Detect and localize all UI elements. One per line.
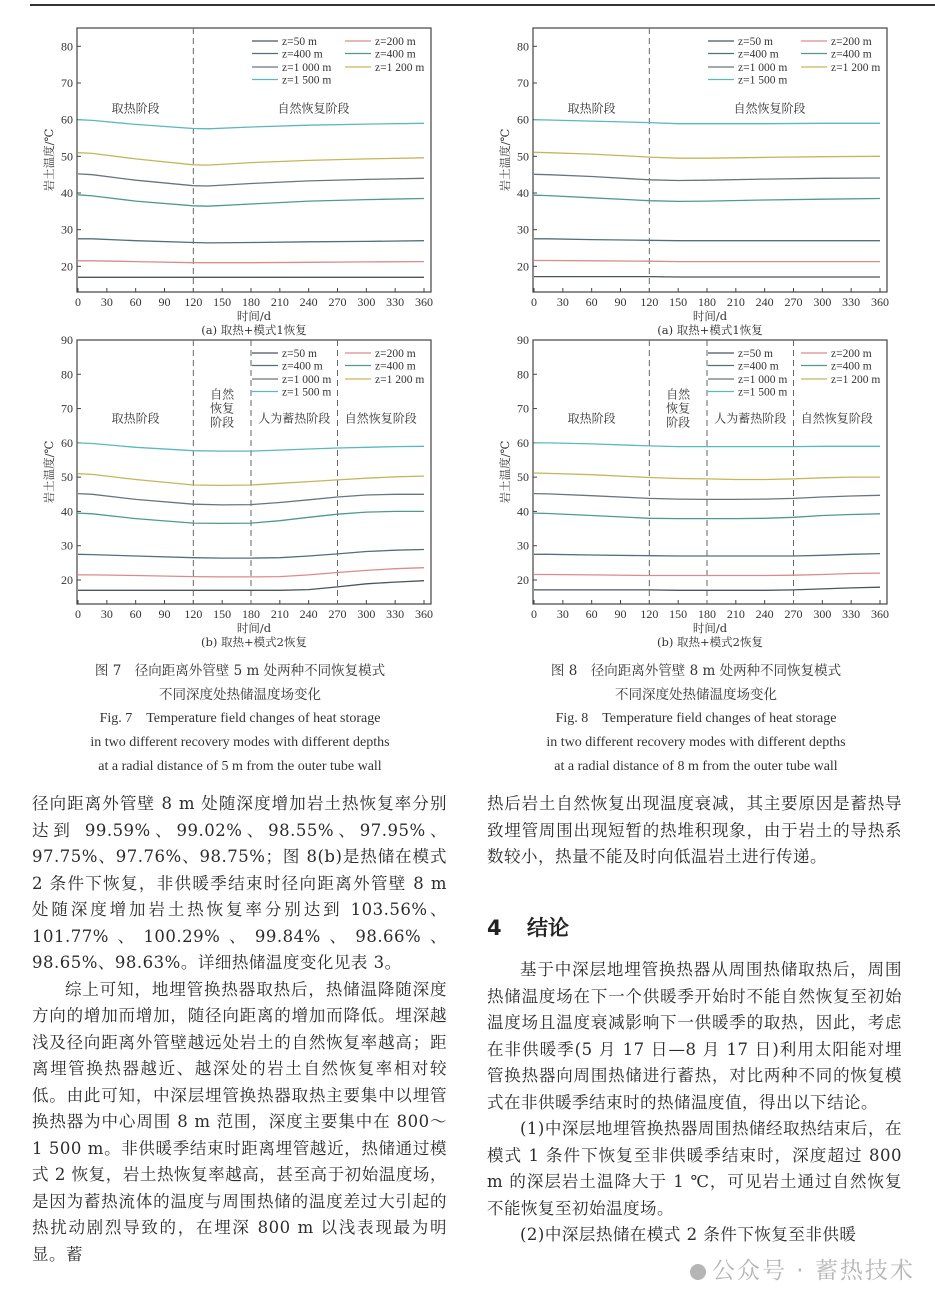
fig8-caption-cn-2: 不同深度处热储温度场变化 (615, 687, 777, 703)
svg-text:z=400 m: z=400 m (738, 48, 779, 61)
svg-text:60: 60 (585, 295, 598, 309)
svg-text:30: 30 (517, 538, 529, 553)
fig8-caption-en-3: at a radial distance of 8 m from the outer tube wall (554, 759, 838, 774)
svg-text:60: 60 (61, 435, 73, 450)
svg-text:120: 120 (184, 295, 203, 309)
svg-text:自然: 自然 (666, 387, 691, 402)
svg-text:210: 210 (270, 607, 289, 621)
svg-text:人为蓄热阶段: 人为蓄热阶段 (258, 411, 331, 426)
svg-text:240: 240 (755, 295, 774, 309)
svg-text:150: 150 (213, 607, 232, 621)
svg-text:40: 40 (61, 186, 73, 200)
svg-text:40: 40 (517, 504, 529, 519)
fig8-caption (476, 659, 916, 779)
svg-text:270: 270 (328, 295, 347, 309)
svg-text:360: 360 (871, 295, 889, 309)
header-rule (30, 4, 935, 6)
svg-text:z=400 m: z=400 m (282, 48, 323, 61)
svg-text:z=1 000 m: z=1 000 m (738, 62, 788, 74)
svg-text:取热阶段: 取热阶段 (111, 101, 160, 116)
svg-text:z=400 m: z=400 m (831, 48, 872, 61)
right-paragraph-1: 热后岩土自然恢复出现温度衰减，其主要原因是蓄热导致埋管周围出现短暂的热堆积现象，由于岩土的导热系数较小，热量不能及时向低温岩土进行传递。 (487, 794, 902, 866)
svg-text:z=1 500 m: z=1 500 m (738, 386, 788, 399)
svg-text:210: 210 (726, 295, 745, 309)
svg-text:0: 0 (75, 295, 81, 309)
svg-text:自然恢复阶段: 自然恢复阶段 (733, 101, 806, 116)
svg-text:自然恢复阶段: 自然恢复阶段 (277, 101, 350, 116)
svg-text:(b) 取热+模式2恢复: (b) 取热+模式2恢复 (657, 635, 763, 649)
svg-text:z=50 m: z=50 m (738, 36, 773, 48)
svg-text:90: 90 (614, 607, 627, 621)
svg-text:(a) 取热+模式1恢复: (a) 取热+模式1恢复 (657, 323, 763, 337)
chart-fig8b (476, 332, 896, 649)
svg-text:80: 80 (517, 39, 529, 54)
fig7-caption-en-2: in two different recovery modes with different depths (90, 735, 390, 750)
svg-text:40: 40 (61, 504, 73, 519)
svg-text:20: 20 (61, 573, 73, 587)
svg-text:210: 210 (270, 295, 289, 309)
svg-text:60: 60 (517, 112, 529, 127)
svg-text:z=50 m: z=50 m (282, 348, 317, 360)
svg-text:(a) 取热+模式1恢复: (a) 取热+模式1恢复 (201, 323, 307, 337)
svg-text:20: 20 (517, 259, 529, 274)
right-column-bottom (487, 957, 902, 1249)
fig8-caption-en-2: in two different recovery modes with different depths (546, 735, 846, 750)
svg-text:z=200 m: z=200 m (831, 36, 872, 48)
svg-text:360: 360 (871, 607, 889, 621)
svg-text:330: 330 (842, 607, 861, 621)
svg-text:z=1 000 m: z=1 000 m (738, 374, 788, 386)
section-title: 结论 (527, 916, 569, 940)
svg-text:时间/d: 时间/d (236, 309, 272, 323)
svg-text:120: 120 (184, 607, 203, 621)
watermark (690, 1252, 915, 1285)
svg-text:240: 240 (755, 607, 774, 621)
svg-text:80: 80 (61, 367, 73, 382)
svg-text:360: 360 (415, 295, 433, 309)
chart-fig8a (476, 20, 896, 337)
svg-text:岩土温度/℃: 岩土温度/℃ (498, 128, 512, 192)
svg-text:z=400 m: z=400 m (282, 360, 323, 373)
fig7-caption-cn-1: 图 7 径向距离外管壁 5 m 处两种不同恢复模式 (94, 663, 386, 679)
svg-text:300: 300 (813, 607, 832, 621)
svg-text:180: 180 (242, 607, 260, 621)
left-paragraph-2: 综上可知，地埋管换热器取热后，热储温降随深度方向的增加而增加，随径向距离的增加而降低。埋深越浅及径向距离外管壁越远处岩土的自然恢复率越高；距离埋管换热器越近、越深处的岩土自然恢复率相对较低。由此可知，中深层埋管换热器取热主要集中以埋管换热器为中心周围 8 m 范围，深度主要集中在 800～1 500 m。非供暖季结束时距离埋管越近，热储通过模式 2 恢复，岩土热恢复率越高，甚至高于初始温度场，是因为蓄热流体的温度与周围热储的温度差过大引起的热扰动剧烈导致的，在埋深 800 m 以浅表现最为明显。蓄 (32, 979, 447, 1264)
svg-text:150: 150 (213, 295, 232, 309)
svg-text:0: 0 (75, 607, 81, 621)
svg-text:80: 80 (61, 39, 73, 54)
svg-text:恢复: 恢复 (210, 401, 235, 416)
svg-text:180: 180 (242, 295, 260, 309)
svg-text:30: 30 (61, 538, 73, 553)
svg-text:人为蓄热阶段: 人为蓄热阶段 (714, 411, 787, 426)
right-paragraph-2: 基于中深层地埋管换热器从周围热储取热后，周围热储温度场在下一个供暖季开始时不能自然恢复至初始温度场且温度衰减影响下一供暖季的取热，因此，考虑在非供暖季(5 月 17 日—8 月 17 日)利用太阳能对埋管换热器向周围热储进行蓄热，对比两种不同的恢复模式在非供暖季结束时的热储温度值，得出以下结论。 (487, 960, 902, 1112)
svg-text:50: 50 (61, 470, 73, 485)
fig7-caption-en-1: Fig. 7 Temperature field changes of heat storage (99, 711, 381, 726)
svg-text:z=400 m: z=400 m (738, 360, 779, 373)
svg-text:取热阶段: 取热阶段 (567, 101, 616, 116)
svg-text:270: 270 (328, 607, 347, 621)
svg-text:岩土温度/℃: 岩土温度/℃ (42, 440, 56, 504)
svg-text:时间/d: 时间/d (692, 309, 728, 323)
svg-text:150: 150 (669, 607, 688, 621)
svg-text:自然恢复阶段: 自然恢复阶段 (344, 411, 417, 426)
svg-text:180: 180 (698, 607, 716, 621)
svg-text:270: 270 (784, 295, 803, 309)
svg-text:z=50 m: z=50 m (738, 348, 773, 360)
fig8-caption-en-1: Fig. 8 Temperature field changes of heat storage (555, 711, 837, 726)
svg-text:90: 90 (517, 333, 529, 347)
svg-text:(b) 取热+模式2恢复: (b) 取热+模式2恢复 (201, 635, 307, 649)
svg-text:90: 90 (61, 333, 73, 347)
chart-fig7a (20, 20, 440, 337)
svg-text:180: 180 (698, 295, 716, 309)
svg-text:0: 0 (531, 295, 537, 309)
svg-text:50: 50 (517, 470, 529, 485)
svg-text:z=1 500 m: z=1 500 m (282, 74, 332, 87)
svg-text:90: 90 (158, 607, 171, 621)
svg-text:z=1 200 m: z=1 200 m (375, 374, 425, 386)
svg-text:自然: 自然 (210, 387, 235, 402)
svg-text:阶段: 阶段 (666, 415, 691, 430)
svg-text:z=1 500 m: z=1 500 m (738, 74, 788, 87)
svg-text:70: 70 (61, 401, 73, 416)
svg-text:70: 70 (517, 401, 529, 416)
svg-text:恢复: 恢复 (666, 401, 691, 416)
svg-text:z=1 200 m: z=1 200 m (831, 62, 881, 74)
svg-text:30: 30 (100, 607, 113, 621)
svg-text:90: 90 (614, 295, 627, 309)
svg-text:90: 90 (158, 295, 171, 309)
svg-text:360: 360 (415, 607, 433, 621)
fig8-caption-cn-1: 图 8 径向距离外管壁 8 m 处两种不同恢复模式 (550, 663, 842, 679)
svg-text:210: 210 (726, 607, 745, 621)
svg-text:300: 300 (357, 295, 376, 309)
svg-text:时间/d: 时间/d (692, 621, 728, 635)
fig7-caption-cn-2: 不同深度处热储温度场变化 (159, 687, 321, 703)
svg-text:60: 60 (129, 295, 142, 309)
svg-text:300: 300 (813, 295, 832, 309)
svg-text:330: 330 (842, 295, 861, 309)
svg-text:270: 270 (784, 607, 803, 621)
svg-text:300: 300 (357, 607, 376, 621)
svg-text:50: 50 (61, 149, 73, 164)
svg-text:70: 70 (517, 76, 529, 90)
svg-text:取热阶段: 取热阶段 (111, 411, 160, 426)
svg-text:80: 80 (517, 367, 529, 382)
left-column (32, 791, 447, 1268)
wechat-icon (690, 1264, 706, 1280)
left-paragraph-1: 径向距离外管壁 8 m 处随深度增加岩土热恢复率分别达到 99.59%、99.02%、98.55%、97.95%、97.75%、97.76%、98.75%；图 8(b)是热储在模式 2 条件下恢复，非供暖季结束时径向距离外管壁 8 m 处随深度增加岩土热恢复率分别达到 103.56%、101.77%、100.29%、99.84%、98.66%、98.65%、98.63%。详细热储温度变化见表 3。 (32, 794, 447, 972)
svg-text:30: 30 (556, 295, 569, 309)
svg-text:30: 30 (100, 295, 113, 309)
right-paragraph-4: (2)中深层热储在模式 2 条件下恢复至非供暖 (520, 1225, 857, 1244)
svg-text:z=1 000 m: z=1 000 m (282, 374, 332, 386)
svg-text:z=1 200 m: z=1 200 m (375, 62, 425, 74)
fig7-caption (20, 659, 460, 779)
svg-text:z=50 m: z=50 m (282, 36, 317, 48)
chart-fig7b (20, 332, 440, 649)
svg-text:120: 120 (640, 295, 659, 309)
svg-text:0: 0 (531, 607, 537, 621)
section-heading (487, 912, 569, 942)
svg-text:30: 30 (556, 607, 569, 621)
svg-text:120: 120 (640, 607, 659, 621)
svg-text:330: 330 (386, 607, 405, 621)
svg-text:40: 40 (517, 186, 529, 200)
right-column-top (487, 791, 902, 871)
svg-text:z=1 000 m: z=1 000 m (282, 62, 332, 74)
svg-text:60: 60 (517, 435, 529, 450)
svg-text:自然恢复阶段: 自然恢复阶段 (800, 411, 873, 426)
svg-text:z=200 m: z=200 m (831, 348, 872, 360)
svg-text:30: 30 (517, 222, 529, 237)
section-number: 4 (487, 916, 502, 940)
svg-text:50: 50 (517, 149, 529, 164)
svg-text:z=200 m: z=200 m (375, 348, 416, 360)
svg-text:z=400 m: z=400 m (375, 48, 416, 61)
svg-text:60: 60 (129, 607, 142, 621)
svg-text:z=400 m: z=400 m (375, 360, 416, 373)
svg-text:20: 20 (61, 259, 73, 274)
svg-text:30: 30 (61, 222, 73, 237)
fig7-caption-en-3: at a radial distance of 5 m from the outer tube wall (98, 759, 382, 774)
svg-text:240: 240 (299, 607, 318, 621)
svg-text:60: 60 (61, 112, 73, 127)
svg-text:岩土温度/℃: 岩土温度/℃ (498, 440, 512, 504)
svg-text:330: 330 (386, 295, 405, 309)
svg-text:240: 240 (299, 295, 318, 309)
svg-text:岩土温度/℃: 岩土温度/℃ (42, 128, 56, 192)
svg-text:150: 150 (669, 295, 688, 309)
svg-text:20: 20 (517, 573, 529, 587)
svg-text:z=1 500 m: z=1 500 m (282, 386, 332, 399)
svg-text:阶段: 阶段 (210, 415, 235, 430)
svg-text:60: 60 (585, 607, 598, 621)
svg-text:z=200 m: z=200 m (375, 36, 416, 48)
svg-text:z=1 200 m: z=1 200 m (831, 374, 881, 386)
right-paragraph-3: (1)中深层地埋管换热器周围热储经取热结束后，在模式 1 条件下恢复至非供暖季结束时，深度超过 800 m 的深层岩土温降大于 1 ℃，可见岩土通过自然恢复不能恢复至初始温度场。 (487, 1119, 902, 1218)
svg-text:70: 70 (61, 76, 73, 90)
svg-text:取热阶段: 取热阶段 (567, 411, 616, 426)
svg-text:时间/d: 时间/d (236, 621, 272, 635)
svg-text:z=400 m: z=400 m (831, 360, 872, 373)
watermark-text: 公众号 · 蓄热技术 (712, 1258, 915, 1284)
